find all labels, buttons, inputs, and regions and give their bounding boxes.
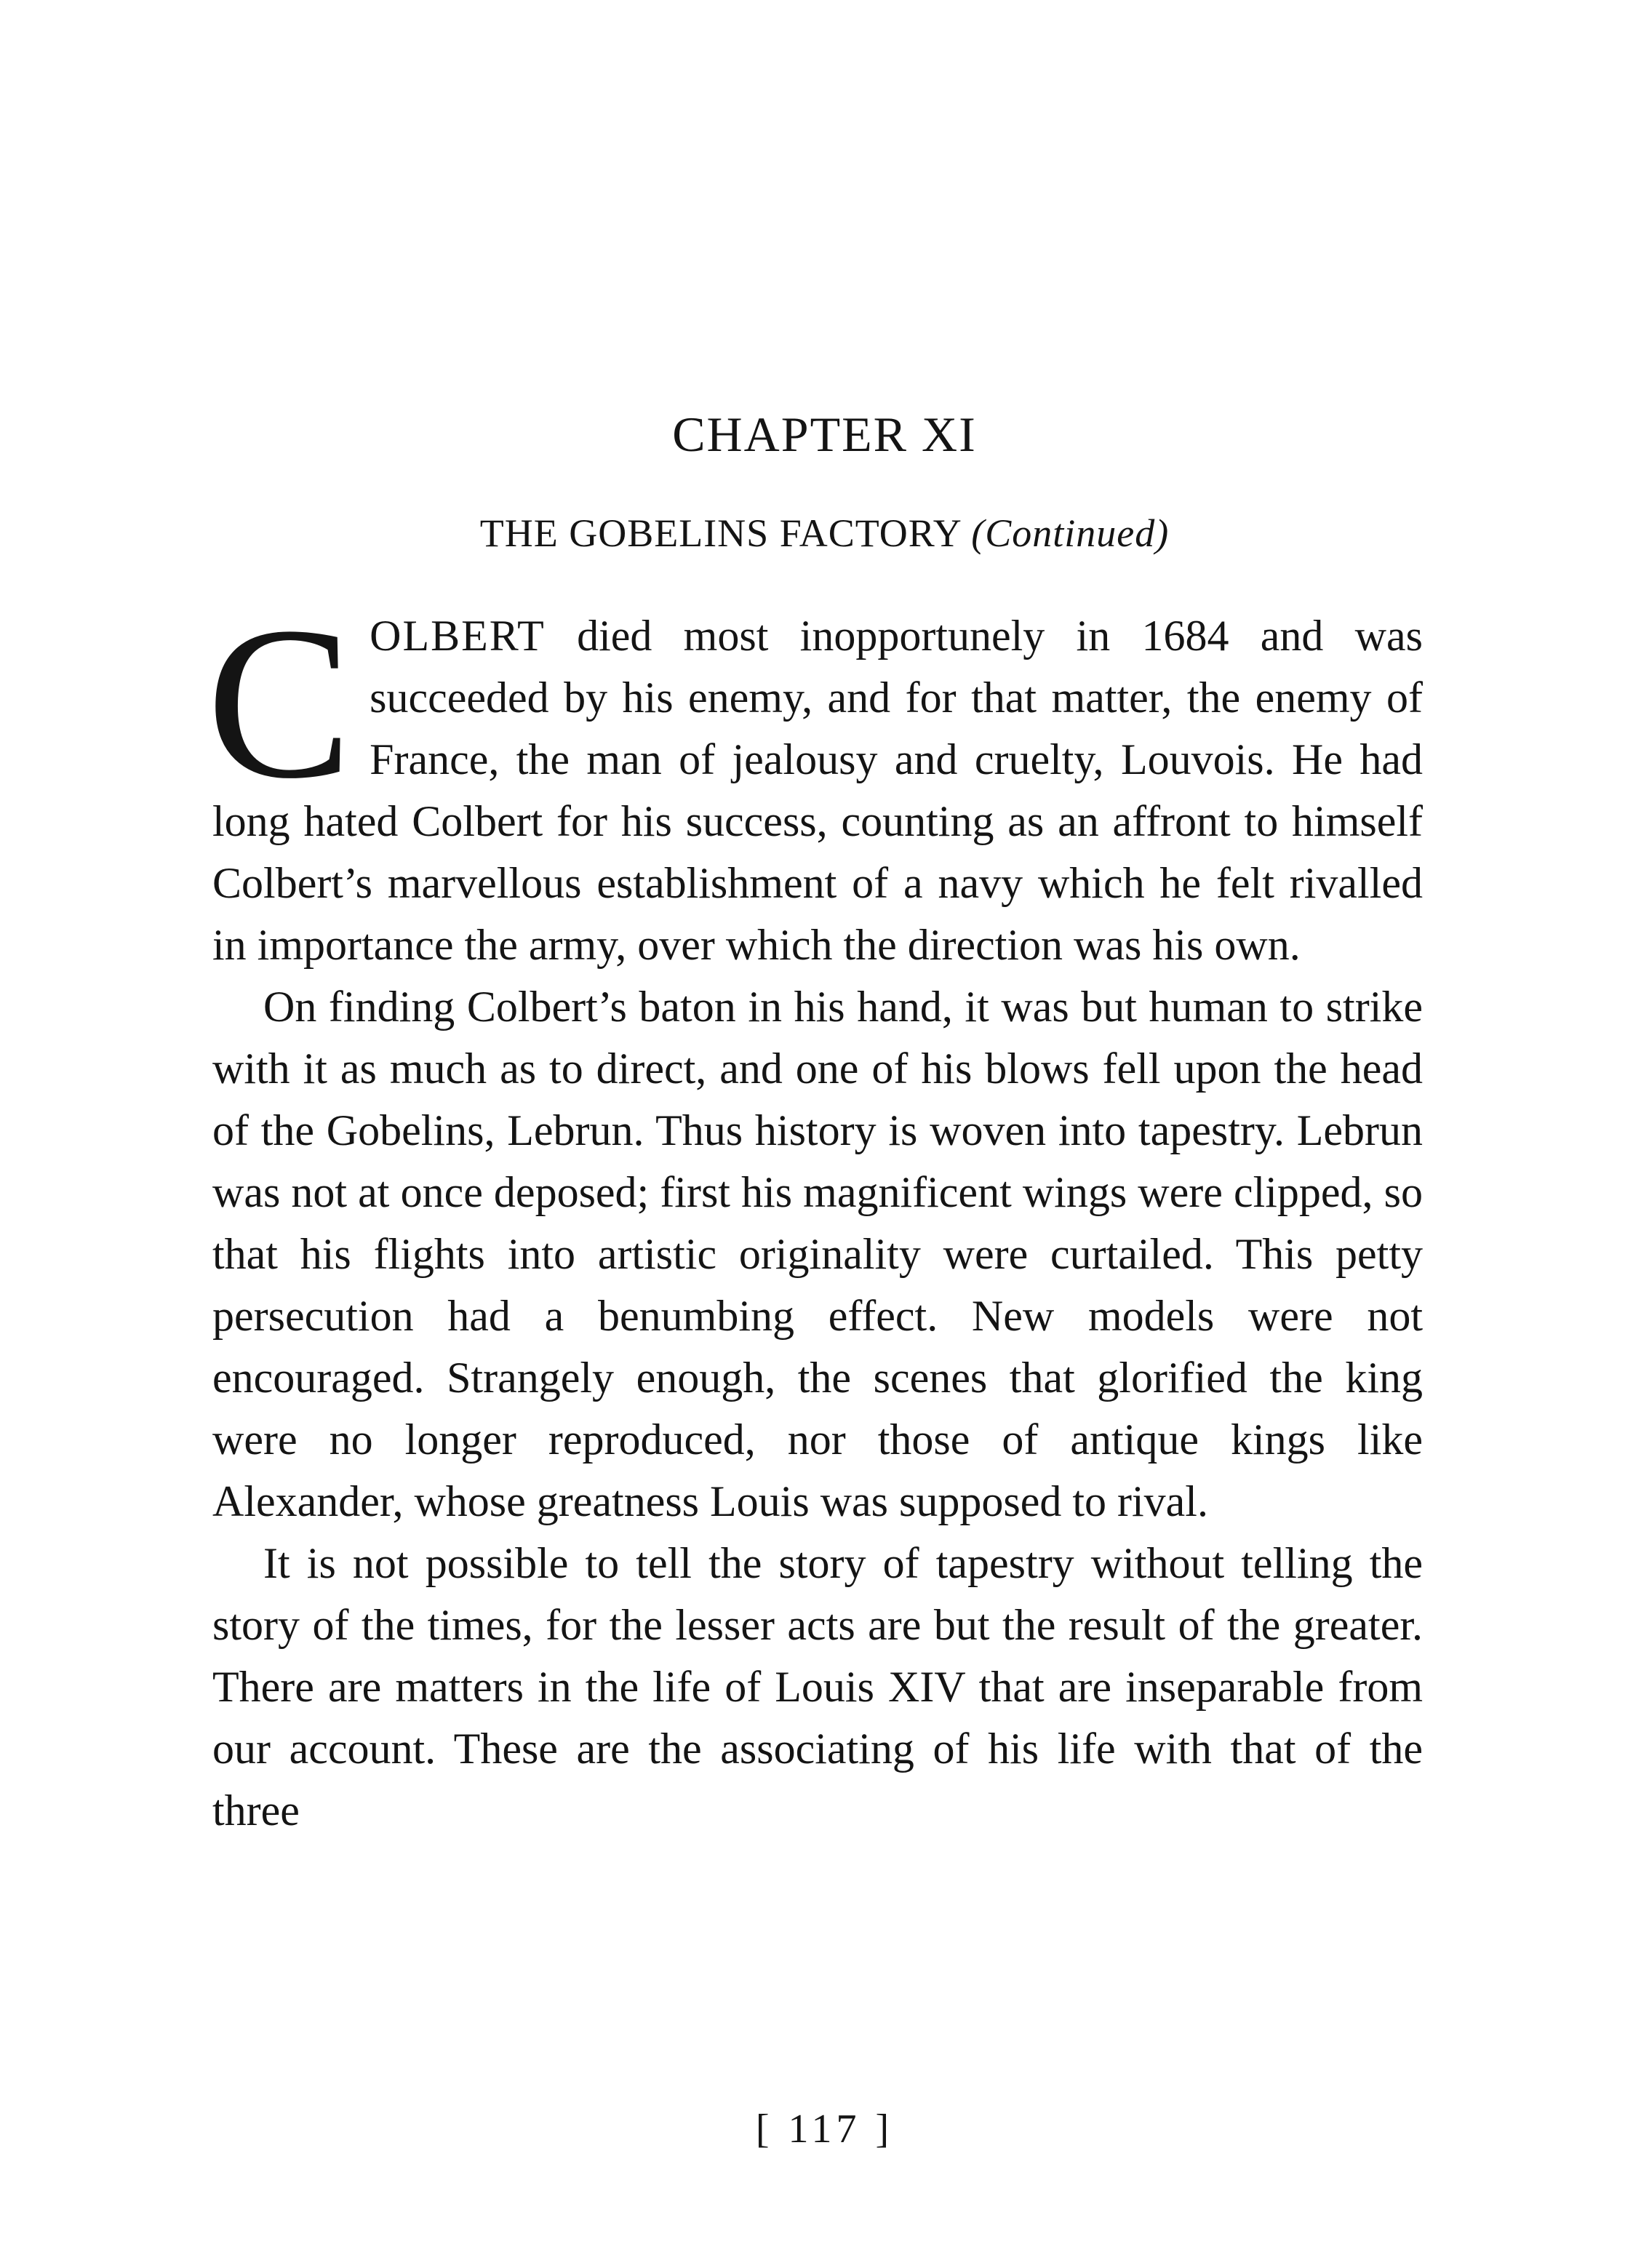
- paragraph-1-lead: OLBERT: [370, 612, 546, 660]
- paragraph-1: [207, 582, 1423, 976]
- chapter-title: CHAPTER XI: [672, 407, 977, 462]
- chapter-subtitle-note: (Continued): [971, 511, 1170, 555]
- paragraph-3: It is not possible to tell the story of tapestry without telling the story of the times, for the lesser acts are but the result of the greater. There are matters in the life of Louis XIV that are inseparable from our account. These are the associating of his life with that of the three: [212, 1539, 1423, 1834]
- drop-cap: C: [207, 582, 353, 823]
- paragraph-1-text: died most inopportunely in 1684 and was succeeded by his enemy, and for that matter, the enemy of France, the man of jealousy and cruelty, Louvois. He had long hated Colbert for his success, counting as an affront to himself Colbert’s marvellous establishment of a navy which he felt rivalled in importance the army, over which the direction was his own.: [212, 612, 1423, 969]
- chapter-subtitle: [0, 511, 1649, 556]
- paragraph-2: On finding Colbert’s baton in his hand, it was but human to strike with it as much as to direct, and one of his blows fell upon the head of the Gobelins, Lebrun. Thus history is woven into tapestry. Lebrun was not at once deposed; first his magnificent wings were clipped, so that his flights into artistic originality were curtailed. This petty persecution had a benumbing effect. New models were not encouraged. Strangely enough, the scenes that glorified the king were no longer reproduced, nor those of antique kings like Alexander, whose greatness Louis was supposed to rival.: [212, 983, 1423, 1525]
- page-number: [ 117 ]: [755, 2107, 894, 2152]
- body-text: [207, 582, 1423, 1842]
- chapter-subtitle-text: THE GOBELINS FACTORY: [479, 511, 961, 555]
